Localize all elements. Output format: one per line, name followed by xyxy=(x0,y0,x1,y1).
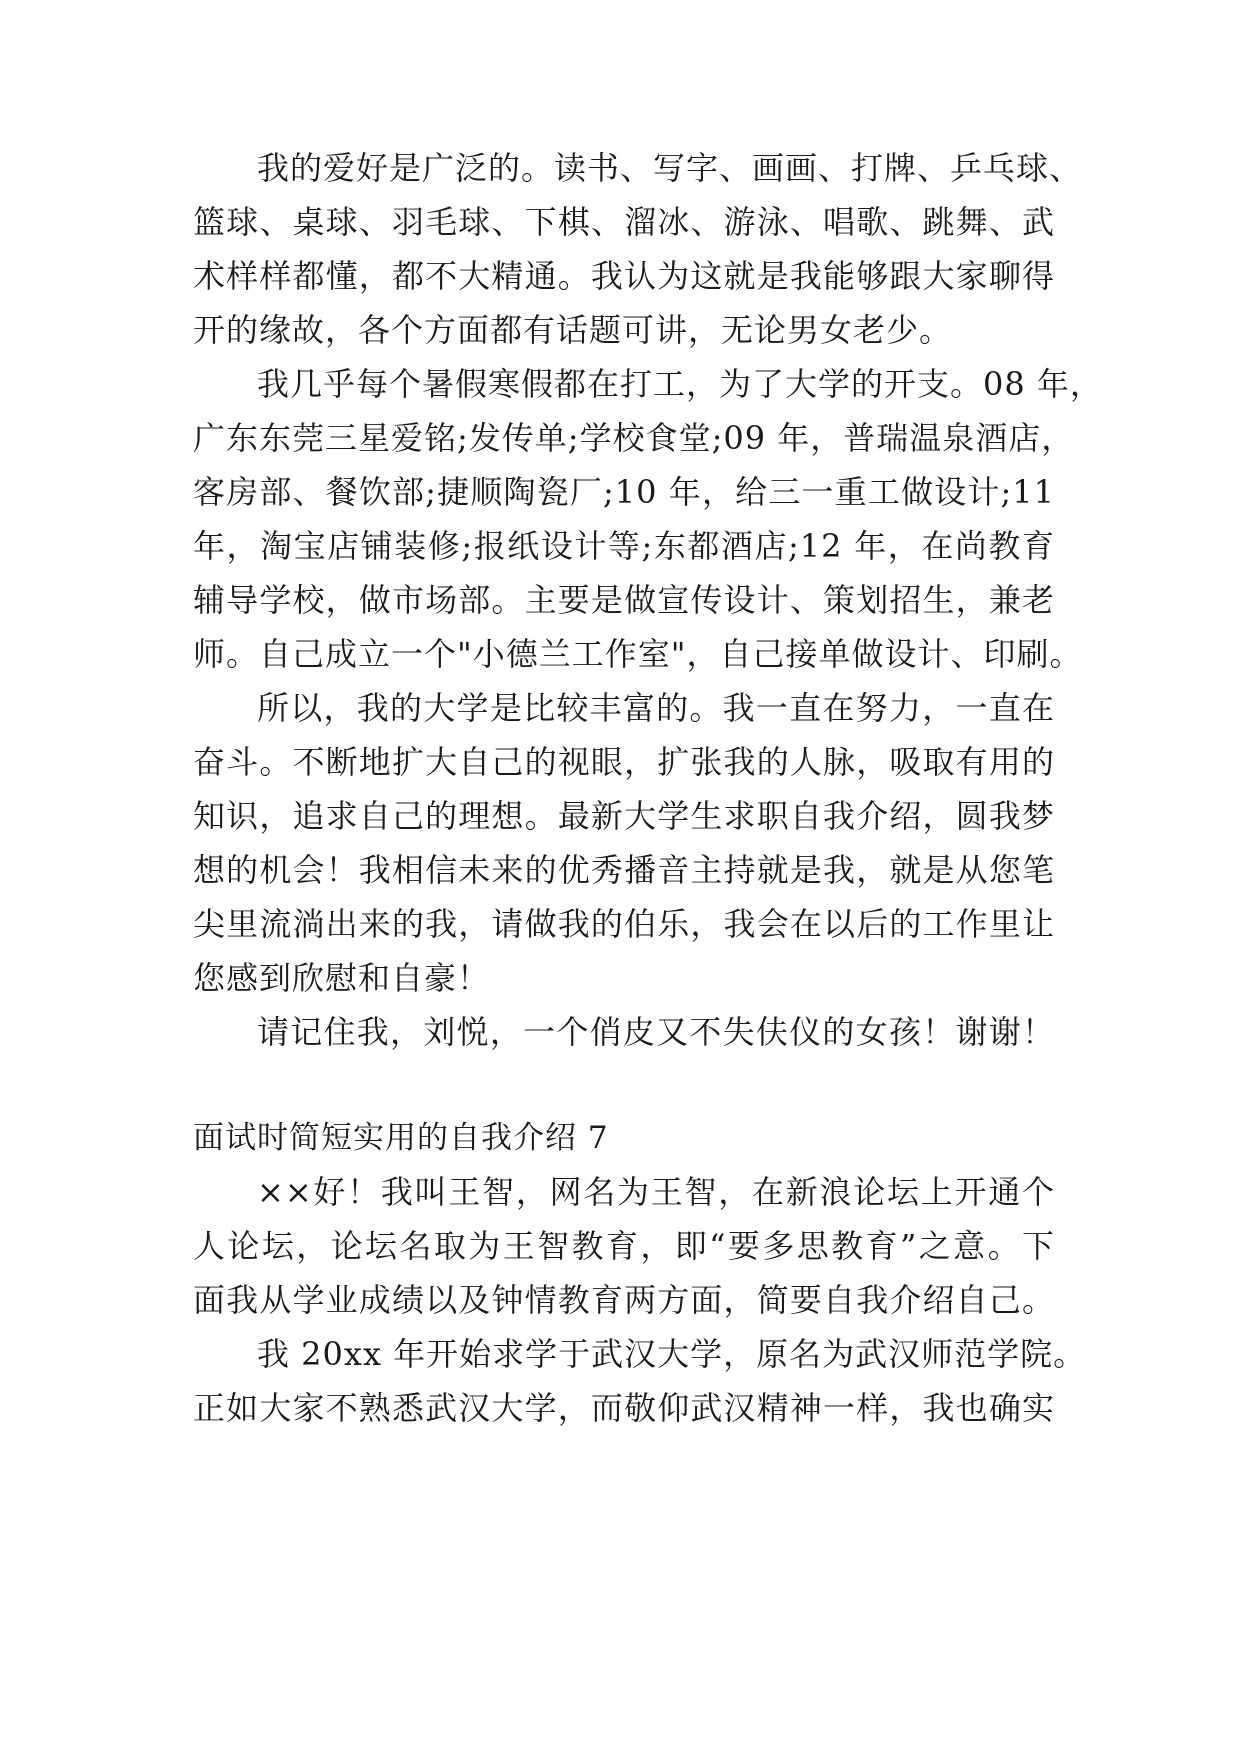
paragraph-1-line-4: 开的缘故，各个方面都有话题可讲，无论男女老少。 xyxy=(193,311,953,349)
paragraph-1-line-2: 篮球、桌球、羽毛球、下棋、溜冰、游泳、唱歌、跳舞、武 xyxy=(193,203,1055,241)
paragraph-5-line-1: ××好！我叫王智，网名为王智，在新浪论坛上开通个 xyxy=(257,1173,1055,1211)
paragraph-2-line-5: 辅导学校，做市场部。主要是做宣传设计、策划招生，兼老 xyxy=(193,581,1055,619)
paragraph-3-line-1: 所以，我的大学是比较丰富的。我一直在努力，一直在 xyxy=(257,689,1055,727)
paragraph-3-line-6: 您感到欣慰和自豪！ xyxy=(193,959,491,997)
paragraph-5-line-3: 面我从学业成绩以及钟情教育两方面，简要自我介绍自己。 xyxy=(193,1281,1055,1319)
paragraph-1-line-1: 我的爱好是广泛的。读书、写字、画画、打牌、乒乓球、 xyxy=(257,149,1083,187)
paragraph-1-line-3: 术样样都懂，都不大精通。我认为这就是我能够跟大家聊得 xyxy=(193,257,1055,295)
paragraph-6-line-1: 我 20xx 年开始求学于武汉大学，原名为武汉师范学院。 xyxy=(257,1335,1087,1373)
paragraph-2-line-4: 年，淘宝店铺装修;报纸设计等;东都酒店;12 年，在尚教育 xyxy=(193,527,1055,565)
paragraph-6-line-2: 正如大家不熟悉武汉大学，而敬仰武汉精神一样，我也确实 xyxy=(193,1389,1055,1427)
paragraph-2-line-2: 广东东莞三星爱铭;发传单;学校食堂;09 年，普瑞温泉酒店， xyxy=(193,419,1075,457)
paragraph-4-line-1: 请记住我，刘悦，一个俏皮又不失伕仪的女孩！谢谢！ xyxy=(257,1013,1055,1051)
paragraph-5-line-2: 人论坛，论坛名取为王智教育，即“要多思教育”之意。下 xyxy=(193,1227,1055,1265)
paragraph-3-line-3: 知识，追求自己的理想。最新大学生求职自我介绍，圆我梦 xyxy=(193,797,1055,835)
paragraph-3-line-5: 尖里流淌出来的我，请做我的伯乐，我会在以后的工作里让 xyxy=(193,905,1055,943)
paragraph-2-line-1: 我几乎每个暑假寒假都在打工，为了大学的开支。08 年， xyxy=(257,365,1103,403)
paragraph-3-line-2: 奋斗。不断地扩大自己的视眼，扩张我的人脉，吸取有用的 xyxy=(193,743,1055,781)
paragraph-3-line-4: 想的机会！我相信未来的优秀播音主持就是我，就是从您笔 xyxy=(193,851,1055,889)
paragraph-2-line-3: 客房部、餐饮部;捷顺陶瓷厂;10 年，给三一重工做设计;11 xyxy=(193,473,1055,511)
paragraph-2-line-6: 师。自己成立一个"小德兰工作室"，自己接单做设计、印刷。 xyxy=(193,635,1083,673)
section-heading: 面试时简短实用的自我介绍 7 xyxy=(193,1120,609,1156)
